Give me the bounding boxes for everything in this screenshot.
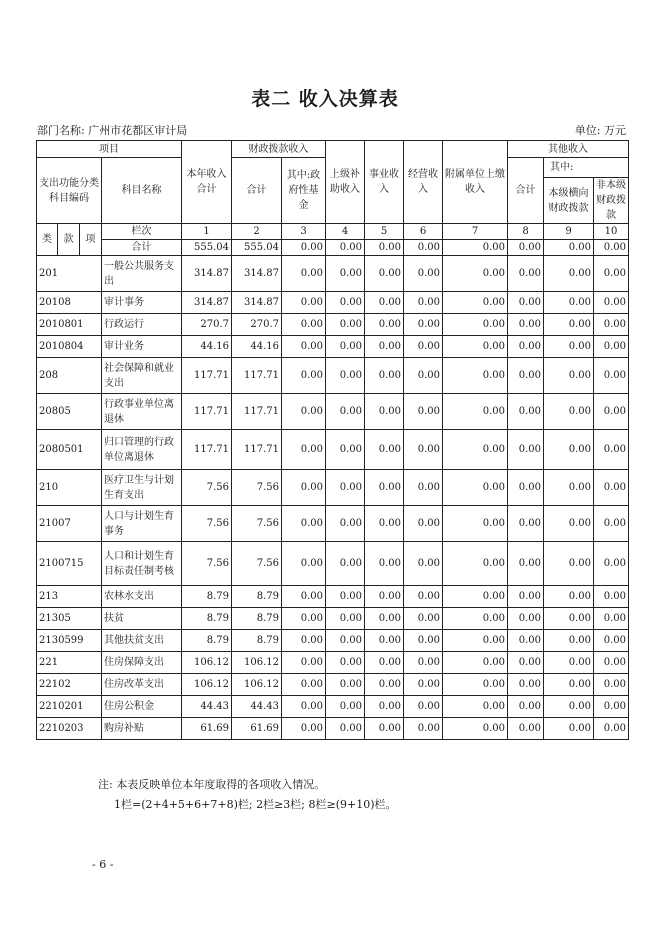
value-cell: 0.00 xyxy=(404,652,443,674)
value-cell: 0.00 xyxy=(365,674,404,696)
value-cell: 0.00 xyxy=(544,358,594,394)
subject-code: 201 xyxy=(37,256,102,292)
value-cell: 0.00 xyxy=(594,256,629,292)
value-cell: 0.00 xyxy=(443,314,508,336)
value-cell: 0.00 xyxy=(404,358,443,394)
value-cell: 0.00 xyxy=(282,292,326,314)
value-cell: 0.00 xyxy=(282,430,326,470)
value-cell: 314.87 xyxy=(232,256,282,292)
subject-name: 人口和计划生育目标责任制考核 xyxy=(102,542,182,586)
value-cell: 106.12 xyxy=(182,674,232,696)
subject-name: 行政事业单位离退休 xyxy=(102,394,182,430)
value-cell: 117.71 xyxy=(182,358,232,394)
value-cell: 0.00 xyxy=(594,696,629,718)
table-row xyxy=(37,256,629,292)
value-cell: 0.00 xyxy=(508,652,544,674)
value-cell: 0.00 xyxy=(544,630,594,652)
value-cell: 0.00 xyxy=(282,470,326,506)
value-cell: 0.00 xyxy=(282,256,326,292)
subject-name: 审计事务 xyxy=(102,292,182,314)
value-cell: 0.00 xyxy=(326,608,365,630)
value-cell: 0.00 xyxy=(508,358,544,394)
subject-name: 住房保障支出 xyxy=(102,652,182,674)
value-cell: 8.79 xyxy=(232,586,282,608)
value-cell: 0.00 xyxy=(365,630,404,652)
subject-name: 其他扶贫支出 xyxy=(102,630,182,652)
table-row xyxy=(37,292,629,314)
total-cell: 0.00 xyxy=(404,240,443,256)
value-cell: 7.56 xyxy=(232,542,282,586)
value-cell: 0.00 xyxy=(365,586,404,608)
value-cell: 0.00 xyxy=(326,586,365,608)
value-cell: 0.00 xyxy=(544,470,594,506)
value-cell: 0.00 xyxy=(443,630,508,652)
value-cell: 44.16 xyxy=(182,336,232,358)
value-cell: 44.16 xyxy=(232,336,282,358)
total-cell: 0.00 xyxy=(544,240,594,256)
value-cell: 0.00 xyxy=(404,586,443,608)
subject-name: 住房改革支出 xyxy=(102,674,182,696)
value-cell: 0.00 xyxy=(443,470,508,506)
value-cell: 106.12 xyxy=(232,652,282,674)
value-cell: 0.00 xyxy=(282,718,326,740)
value-cell: 0.00 xyxy=(365,336,404,358)
value-cell: 0.00 xyxy=(326,394,365,430)
value-cell: 0.00 xyxy=(365,292,404,314)
value-cell: 0.00 xyxy=(282,696,326,718)
value-cell: 0.00 xyxy=(508,430,544,470)
value-cell: 8.79 xyxy=(182,586,232,608)
value-cell: 0.00 xyxy=(544,336,594,358)
note-line: 1栏=(2+4+5+6+7+8)栏; 2栏≥3栏; 8栏≥(9+10)栏。 xyxy=(114,798,397,811)
value-cell: 0.00 xyxy=(544,256,594,292)
value-cell: 0.00 xyxy=(404,256,443,292)
value-cell: 0.00 xyxy=(594,674,629,696)
value-cell: 0.00 xyxy=(443,394,508,430)
total-cell: 555.04 xyxy=(232,240,282,256)
value-cell: 0.00 xyxy=(326,292,365,314)
value-cell: 0.00 xyxy=(282,652,326,674)
value-cell: 0.00 xyxy=(508,586,544,608)
table-row xyxy=(37,542,629,586)
column-number: 6 xyxy=(404,224,443,240)
header-fiscal-subtotal: 合计 xyxy=(232,158,282,224)
header-government-fund: 其中:政府性基金 xyxy=(282,158,326,224)
column-number: 1 xyxy=(182,224,232,240)
subject-code: 22102 xyxy=(37,674,102,696)
column-number: 7 xyxy=(443,224,508,240)
total-row xyxy=(37,240,629,256)
value-cell: 106.12 xyxy=(232,674,282,696)
department-name: 部门名称: 广州市花都区审计局 xyxy=(37,124,188,137)
value-cell: 0.00 xyxy=(508,256,544,292)
value-cell: 314.87 xyxy=(182,256,232,292)
value-cell: 7.56 xyxy=(182,542,232,586)
value-cell: 0.00 xyxy=(282,586,326,608)
note-line: 注: 本表反映单位本年度取得的各项收入情况。 xyxy=(98,778,326,791)
value-cell: 61.69 xyxy=(232,718,282,740)
value-cell: 0.00 xyxy=(544,542,594,586)
value-cell: 7.56 xyxy=(232,506,282,542)
value-cell: 0.00 xyxy=(594,630,629,652)
value-cell: 0.00 xyxy=(544,608,594,630)
value-cell: 0.00 xyxy=(508,718,544,740)
header-function-code: 支出功能分类科目编码 xyxy=(37,158,102,224)
column-number: 8 xyxy=(508,224,544,240)
page-number: - 6 - xyxy=(92,858,114,871)
value-cell: 0.00 xyxy=(443,718,508,740)
subject-code: 20108 xyxy=(37,292,102,314)
value-cell: 117.71 xyxy=(182,394,232,430)
value-cell: 0.00 xyxy=(443,430,508,470)
value-cell: 61.69 xyxy=(182,718,232,740)
total-label: 合计 xyxy=(102,240,182,256)
value-cell: 0.00 xyxy=(508,542,544,586)
subject-code: 213 xyxy=(37,586,102,608)
value-cell: 0.00 xyxy=(365,542,404,586)
value-cell: 0.00 xyxy=(508,696,544,718)
header-business-income: 事业收入 xyxy=(365,141,404,224)
value-cell: 117.71 xyxy=(182,430,232,470)
header-xiang: 项 xyxy=(80,224,102,256)
value-cell: 0.00 xyxy=(508,314,544,336)
subject-code: 20805 xyxy=(37,394,102,430)
table-row xyxy=(37,358,629,394)
header-lei: 类 xyxy=(37,224,58,256)
value-cell: 0.00 xyxy=(365,256,404,292)
value-cell: 0.00 xyxy=(326,696,365,718)
value-cell: 0.00 xyxy=(404,394,443,430)
header-of-which: 其中: xyxy=(544,158,629,178)
value-cell: 0.00 xyxy=(326,674,365,696)
subject-code: 2210201 xyxy=(37,696,102,718)
value-cell: 8.79 xyxy=(182,608,232,630)
value-cell: 0.00 xyxy=(508,630,544,652)
value-cell: 0.00 xyxy=(404,674,443,696)
value-cell: 0.00 xyxy=(443,542,508,586)
value-cell: 44.43 xyxy=(182,696,232,718)
column-number: 4 xyxy=(326,224,365,240)
value-cell: 0.00 xyxy=(365,358,404,394)
value-cell: 0.00 xyxy=(326,358,365,394)
header-same-level-transfer: 本级横向财政拨款 xyxy=(544,178,594,224)
value-cell: 117.71 xyxy=(232,430,282,470)
table-row xyxy=(37,586,629,608)
header-fiscal-allocation: 财政拨款收入 xyxy=(232,141,326,158)
subject-name: 归口管理的行政单位离退休 xyxy=(102,430,182,470)
header-affiliated-income: 附属单位上缴收入 xyxy=(443,141,508,224)
subject-code: 2130599 xyxy=(37,630,102,652)
subject-code: 21007 xyxy=(37,506,102,542)
value-cell: 0.00 xyxy=(365,394,404,430)
value-cell: 0.00 xyxy=(508,506,544,542)
value-cell: 0.00 xyxy=(594,608,629,630)
value-cell: 0.00 xyxy=(365,314,404,336)
value-cell: 0.00 xyxy=(443,358,508,394)
value-cell: 0.00 xyxy=(594,430,629,470)
value-cell: 0.00 xyxy=(282,314,326,336)
value-cell: 0.00 xyxy=(326,542,365,586)
table-row xyxy=(37,314,629,336)
total-cell: 555.04 xyxy=(182,240,232,256)
value-cell: 0.00 xyxy=(544,696,594,718)
header-superior-subsidy: 上级补助收入 xyxy=(326,141,365,224)
table-row xyxy=(37,506,629,542)
value-cell: 0.00 xyxy=(544,314,594,336)
subject-code: 2210203 xyxy=(37,718,102,740)
value-cell: 0.00 xyxy=(365,696,404,718)
value-cell: 0.00 xyxy=(443,506,508,542)
value-cell: 0.00 xyxy=(508,336,544,358)
value-cell: 0.00 xyxy=(326,652,365,674)
value-cell: 0.00 xyxy=(544,394,594,430)
column-number: 10 xyxy=(594,224,629,240)
value-cell: 0.00 xyxy=(508,674,544,696)
subject-code: 208 xyxy=(37,358,102,394)
table-row xyxy=(37,336,629,358)
value-cell: 0.00 xyxy=(404,630,443,652)
subject-name: 人口与计划生育事务 xyxy=(102,506,182,542)
subject-name: 一般公共服务支出 xyxy=(102,256,182,292)
table-row xyxy=(37,470,629,506)
header-operating-income: 经营收入 xyxy=(404,141,443,224)
total-cell: 0.00 xyxy=(365,240,404,256)
value-cell: 44.43 xyxy=(232,696,282,718)
value-cell: 0.00 xyxy=(594,314,629,336)
value-cell: 7.56 xyxy=(232,470,282,506)
value-cell: 8.79 xyxy=(182,630,232,652)
subject-name: 社会保障和就业支出 xyxy=(102,358,182,394)
subject-name: 医疗卫生与计划生育支出 xyxy=(102,470,182,506)
table-row xyxy=(37,430,629,470)
header-project: 项目 xyxy=(37,141,182,158)
value-cell: 7.56 xyxy=(182,506,232,542)
value-cell: 0.00 xyxy=(365,506,404,542)
value-cell: 0.00 xyxy=(404,292,443,314)
value-cell: 0.00 xyxy=(404,718,443,740)
table-row xyxy=(37,674,629,696)
value-cell: 0.00 xyxy=(365,470,404,506)
value-cell: 0.00 xyxy=(326,256,365,292)
value-cell: 0.00 xyxy=(594,470,629,506)
income-table xyxy=(36,140,629,740)
value-cell: 0.00 xyxy=(508,292,544,314)
value-cell: 0.00 xyxy=(365,608,404,630)
column-number: 5 xyxy=(365,224,404,240)
subject-code: 2010801 xyxy=(37,314,102,336)
header-other-subtotal: 合计 xyxy=(508,158,544,224)
subject-code: 221 xyxy=(37,652,102,674)
value-cell: 0.00 xyxy=(443,336,508,358)
value-cell: 270.7 xyxy=(232,314,282,336)
value-cell: 7.56 xyxy=(182,470,232,506)
value-cell: 0.00 xyxy=(594,292,629,314)
value-cell: 0.00 xyxy=(544,718,594,740)
value-cell: 0.00 xyxy=(326,470,365,506)
column-number: 2 xyxy=(232,224,282,240)
unit-label: 单位: 万元 xyxy=(574,124,626,137)
value-cell: 0.00 xyxy=(443,256,508,292)
subject-code: 21305 xyxy=(37,608,102,630)
value-cell: 0.00 xyxy=(594,718,629,740)
subject-code: 2010804 xyxy=(37,336,102,358)
value-cell: 0.00 xyxy=(443,586,508,608)
value-cell: 0.00 xyxy=(404,470,443,506)
value-cell: 0.00 xyxy=(404,506,443,542)
page-title: 表二 收入决算表 xyxy=(251,88,399,110)
value-cell: 0.00 xyxy=(365,430,404,470)
header-subject-name: 科目名称 xyxy=(102,158,182,224)
table-body xyxy=(37,256,629,740)
table-row xyxy=(37,652,629,674)
total-cell: 0.00 xyxy=(508,240,544,256)
value-cell: 0.00 xyxy=(443,696,508,718)
value-cell: 0.00 xyxy=(594,336,629,358)
value-cell: 0.00 xyxy=(282,542,326,586)
table-row xyxy=(37,718,629,740)
subject-name: 扶贫 xyxy=(102,608,182,630)
subject-name: 购房补贴 xyxy=(102,718,182,740)
value-cell: 0.00 xyxy=(326,314,365,336)
value-cell: 0.00 xyxy=(282,358,326,394)
subject-name: 行政运行 xyxy=(102,314,182,336)
value-cell: 0.00 xyxy=(404,336,443,358)
value-cell: 0.00 xyxy=(594,652,629,674)
value-cell: 0.00 xyxy=(404,696,443,718)
value-cell: 0.00 xyxy=(365,652,404,674)
value-cell: 0.00 xyxy=(282,336,326,358)
value-cell: 0.00 xyxy=(594,394,629,430)
subject-name: 住房公积金 xyxy=(102,696,182,718)
column-number: 3 xyxy=(282,224,326,240)
value-cell: 0.00 xyxy=(508,470,544,506)
value-cell: 8.79 xyxy=(232,608,282,630)
value-cell: 0.00 xyxy=(508,608,544,630)
value-cell: 0.00 xyxy=(594,358,629,394)
subject-code: 210 xyxy=(37,470,102,506)
value-cell: 0.00 xyxy=(282,674,326,696)
value-cell: 0.00 xyxy=(404,542,443,586)
value-cell: 0.00 xyxy=(282,608,326,630)
table-row xyxy=(37,630,629,652)
value-cell: 0.00 xyxy=(508,394,544,430)
value-cell: 0.00 xyxy=(365,718,404,740)
value-cell: 314.87 xyxy=(232,292,282,314)
value-cell: 0.00 xyxy=(404,430,443,470)
value-cell: 0.00 xyxy=(326,430,365,470)
total-cell: 0.00 xyxy=(282,240,326,256)
value-cell: 0.00 xyxy=(443,652,508,674)
value-cell: 0.00 xyxy=(443,608,508,630)
value-cell: 0.00 xyxy=(594,542,629,586)
value-cell: 0.00 xyxy=(544,674,594,696)
value-cell: 0.00 xyxy=(443,292,508,314)
header-kuan: 款 xyxy=(58,224,80,256)
value-cell: 314.87 xyxy=(182,292,232,314)
value-cell: 106.12 xyxy=(182,652,232,674)
subject-name: 审计业务 xyxy=(102,336,182,358)
value-cell: 117.71 xyxy=(232,358,282,394)
value-cell: 117.71 xyxy=(232,394,282,430)
value-cell: 0.00 xyxy=(544,652,594,674)
header-total-income: 本年收入合计 xyxy=(182,141,232,224)
value-cell: 0.00 xyxy=(594,586,629,608)
value-cell: 8.79 xyxy=(232,630,282,652)
header-column-index-label: 栏次 xyxy=(102,224,182,240)
total-cell: 0.00 xyxy=(594,240,629,256)
table-row xyxy=(37,608,629,630)
value-cell: 0.00 xyxy=(326,630,365,652)
value-cell: 0.00 xyxy=(544,586,594,608)
table-row xyxy=(37,394,629,430)
value-cell: 0.00 xyxy=(544,430,594,470)
value-cell: 0.00 xyxy=(326,506,365,542)
value-cell: 0.00 xyxy=(282,394,326,430)
subject-code: 2100715 xyxy=(37,542,102,586)
subject-name: 农林水支出 xyxy=(102,586,182,608)
column-number: 9 xyxy=(544,224,594,240)
value-cell: 0.00 xyxy=(326,718,365,740)
total-cell: 0.00 xyxy=(326,240,365,256)
value-cell: 0.00 xyxy=(443,674,508,696)
total-cell: 0.00 xyxy=(443,240,508,256)
value-cell: 0.00 xyxy=(544,292,594,314)
value-cell: 0.00 xyxy=(326,336,365,358)
value-cell: 270.7 xyxy=(182,314,232,336)
value-cell: 0.00 xyxy=(544,506,594,542)
table-header xyxy=(37,141,629,256)
subject-code: 2080501 xyxy=(37,430,102,470)
table-row xyxy=(37,696,629,718)
header-other-level-transfer: 非本级财政拨款 xyxy=(594,178,629,224)
value-cell: 0.00 xyxy=(594,506,629,542)
value-cell: 0.00 xyxy=(404,608,443,630)
value-cell: 0.00 xyxy=(282,506,326,542)
header-other-income: 其他收入 xyxy=(508,141,629,158)
value-cell: 0.00 xyxy=(404,314,443,336)
value-cell: 0.00 xyxy=(282,630,326,652)
